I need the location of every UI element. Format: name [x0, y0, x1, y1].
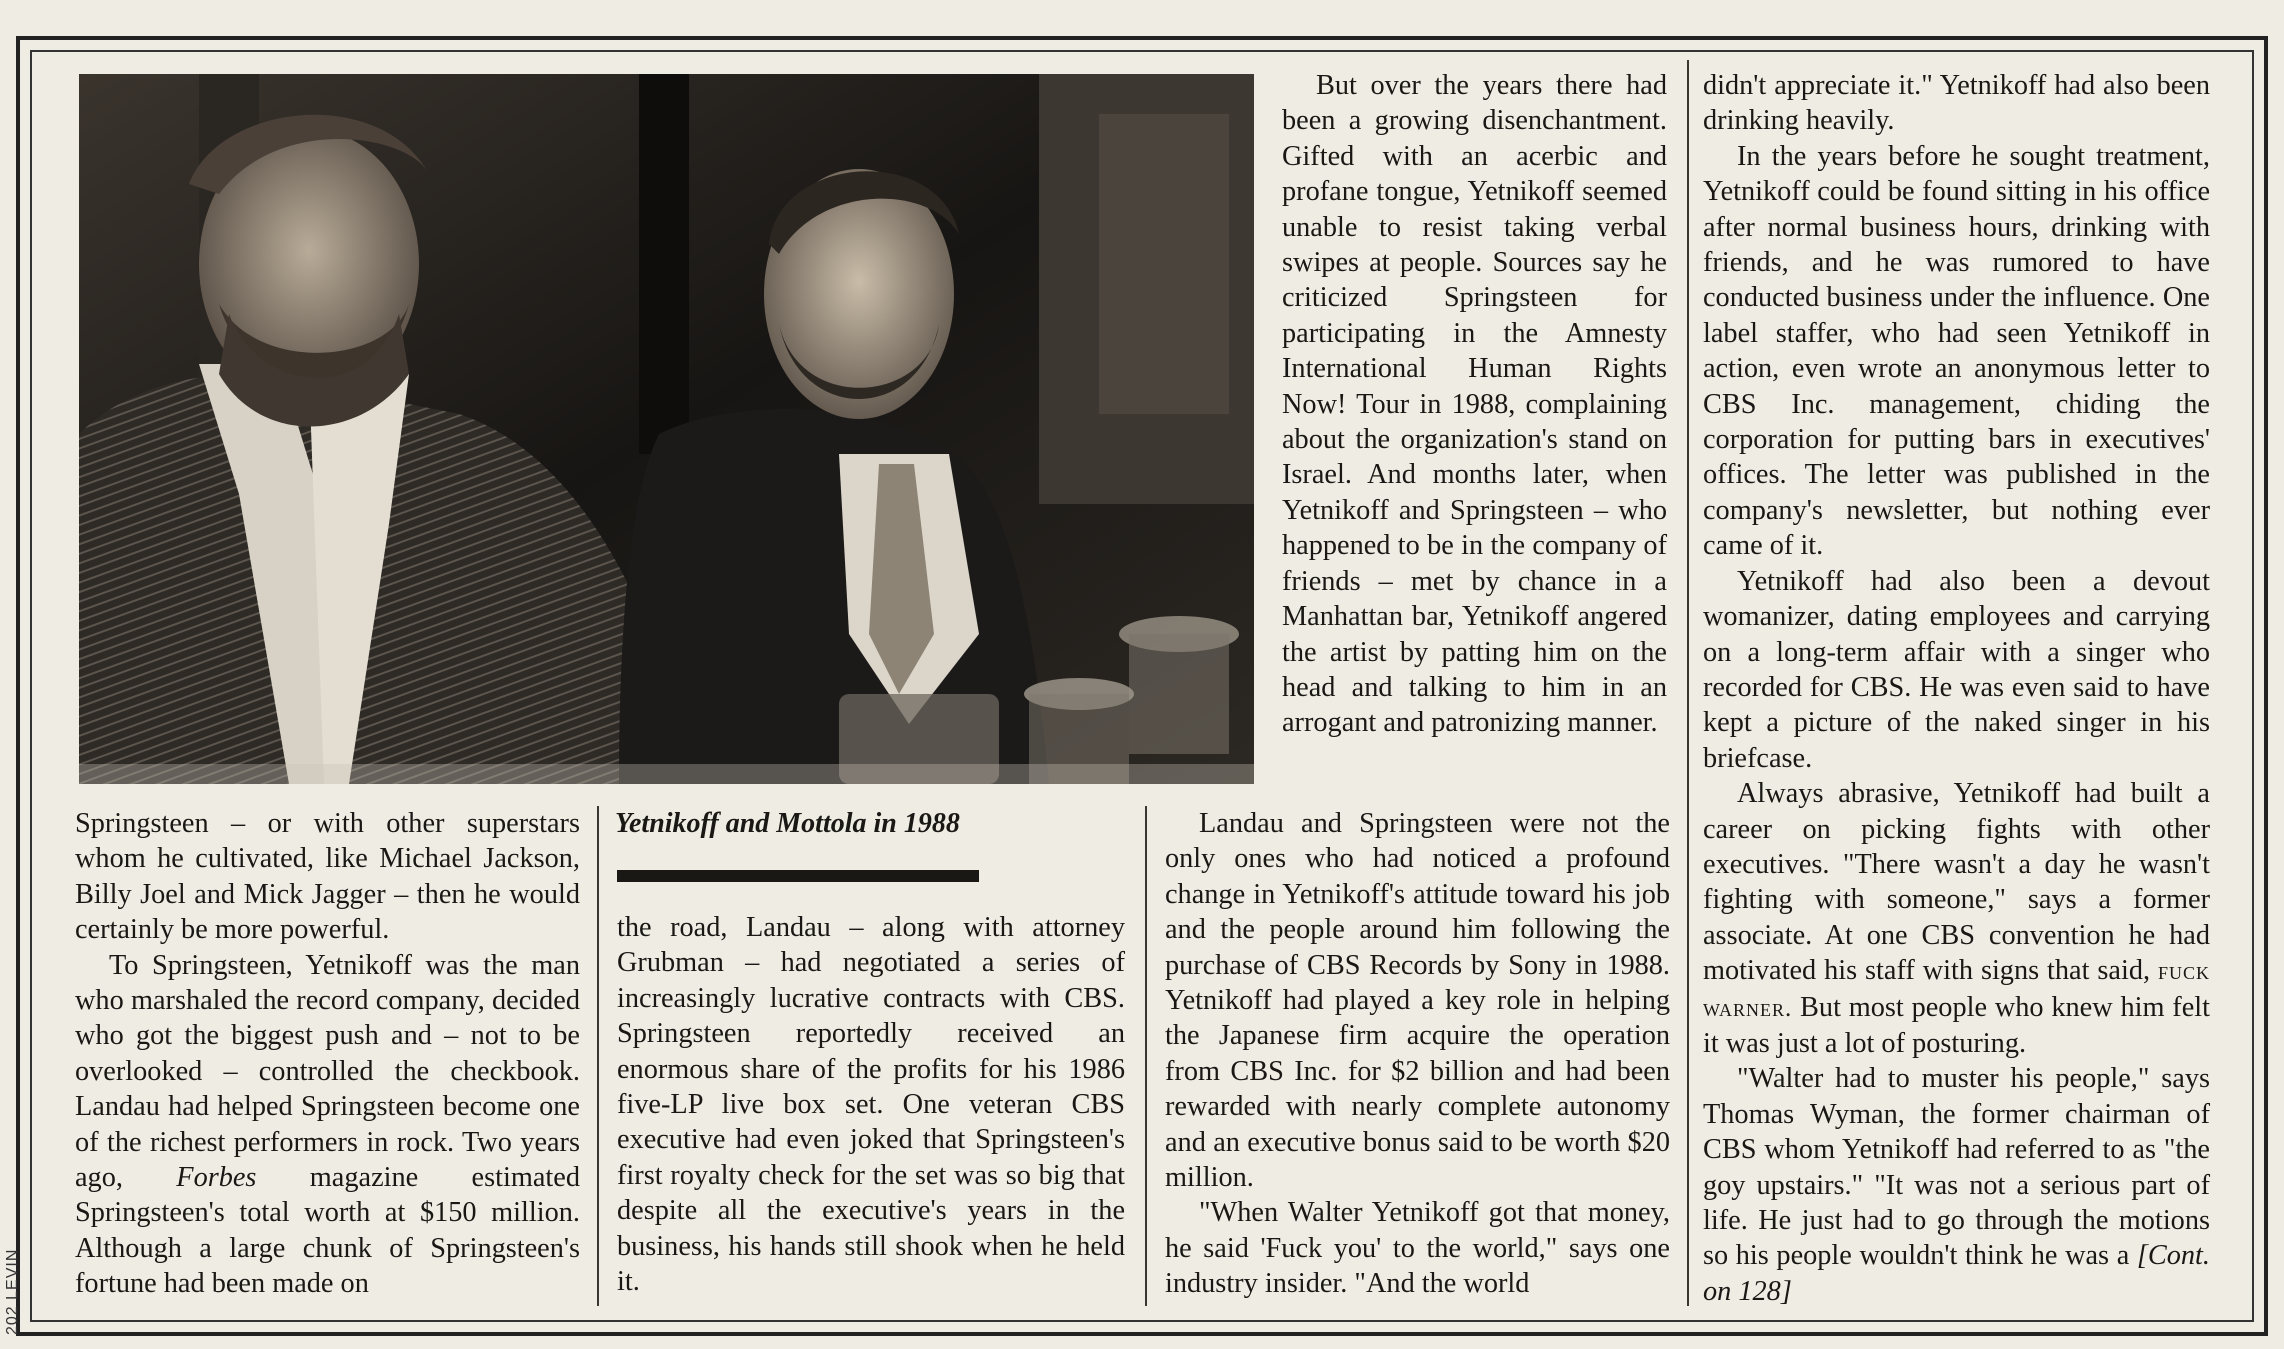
col3-paragraph-1: But over the years there had been a growing disenchantment. Gifted with an acerbic and profane tongue, Yetnikoff seemed unable to resist taking verbal swipes at people. Sources say he criticized Springsteen for participating in the Amnesty International Human Rights Now! Tour in 1988, complaining about the organization's stand on Israel. And months later, when Yetnikoff and Springsteen – who happened to be in the company of friends – met by chance in a Manhattan bar, Yetnikoff angered the artist by patting him on the head and talking to him in an arrogant and patronizing manner.	[1282, 70, 1667, 739]
column-divider-3	[1687, 60, 1689, 1306]
fuck-warner-smallcaps: fuck warner.	[1703, 958, 2210, 1022]
col1-text-b: magazine estimated Springsteen's total worth at $150 million. Although a large chunk of Springsteen's fortune had been made on	[75, 1162, 580, 1300]
column-3-top	[1282, 68, 1667, 741]
col4-text-a: Always abrasive, Yetnikoff had built a career on picking fights with other executives. "There wasn't a day he wasn't fighting with someone," says a former associate. At one CBS convention he had motivated his staff with signs that said,	[1703, 778, 2210, 987]
col4-paragraph-3: Yetnikoff had also been a devout womanizer, dating employees and carrying on a long-term affair with a singer who recorded for CBS. He was even said to have kept a picture of the naked singer in his briefcase.	[1703, 565, 2210, 774]
col4-paragraph-1: didn't appreciate it." Yetnikoff had also been drinking heavily.	[1703, 70, 2210, 137]
col1-text-a: To Springsteen, Yetnikoff was the man who marshaled the record company, decided who got the biggest push and – not to be overlooked – controlled the checkbook. Landau had helped Springsteen become one of the richest performers in rock. Two years ago,	[75, 949, 580, 1194]
col2-paragraph: the road, Landau – along with attorney Grubman – had negotiated a series of increasingly lucrative contracts with CBS. Springsteen reportedly received an enormous share of the profits for his 1986 five-LP live box set. One veteran CBS executive had even joked that Springsteen's first royalty check for the set was so big that despite all the executive's years in the business, his hands still shook when he held it.	[617, 912, 1125, 1298]
column-4	[1703, 68, 2210, 1309]
continued-note: [Cont. on 128]	[1703, 1240, 2210, 1307]
col4-paragraph-4	[1703, 776, 2210, 1061]
article-photo	[79, 74, 1254, 784]
caption-rule	[617, 870, 979, 882]
column-3-bottom	[1165, 806, 1670, 1302]
photo-caption: Yetnikoff and Mottola in 1988	[615, 808, 960, 839]
col4-paragraph-5	[1703, 1061, 2210, 1309]
column-divider-2	[1145, 806, 1147, 1306]
col1-paragraph-2	[75, 948, 580, 1302]
column-divider-1	[597, 806, 599, 1306]
col3-paragraph-3: "When Walter Yetnikoff got that money, he said 'Fuck you' to the world," says one industry insider. "And the world	[1165, 1197, 1670, 1300]
col3-paragraph-2: Landau and Springsteen were not the only ones who had noticed a profound change in Yetnikoff's attitude toward his job and the people around him following the purchase of CBS Records by Sony in 1988. Yetnikoff had played a key role in helping the Japanese firm acquire the operation from CBS Inc. for $2 billion and had been rewarded with nearly complete autonomy and an executive bonus said to be worth $20 million.	[1165, 808, 1670, 1194]
column-2	[617, 910, 1125, 1299]
column-1	[75, 806, 580, 1302]
col4-text-b: But most people who knew him felt it was just a lot of posturing.	[1703, 991, 2210, 1059]
page-folio: 202 LEVIN	[4, 1248, 21, 1335]
photo-illustration	[79, 74, 1254, 784]
col4-paragraph-2: In the years before he sought treatment, Yetnikoff could be found sitting in his office after normal business hours, drinking with friends, and he was rumored to have conducted business under the influence. One label staffer, who had seen Yetnikoff in action, even wrote an anonymous letter to CBS Inc. management, chiding the corporation for putting bars in executives' offices. The letter was published in the company's newsletter, but nothing ever came of it.	[1703, 140, 2210, 562]
forbes-italic: Forbes	[176, 1162, 257, 1194]
col1-paragraph-1: Springsteen – or with other superstars whom he cultivated, like Michael Jackson, Billy Joel and Mick Jagger – then he would certainly be more powerful.	[75, 808, 580, 946]
col4-text-c: "Walter had to muster his people," says Thomas Wyman, the former chairman of CBS whom Yetnikoff had referred to as "the goy upstairs." "It was not a serious part of life. He just had to go through the motions so his people wouldn't think he was a	[1703, 1063, 2210, 1272]
